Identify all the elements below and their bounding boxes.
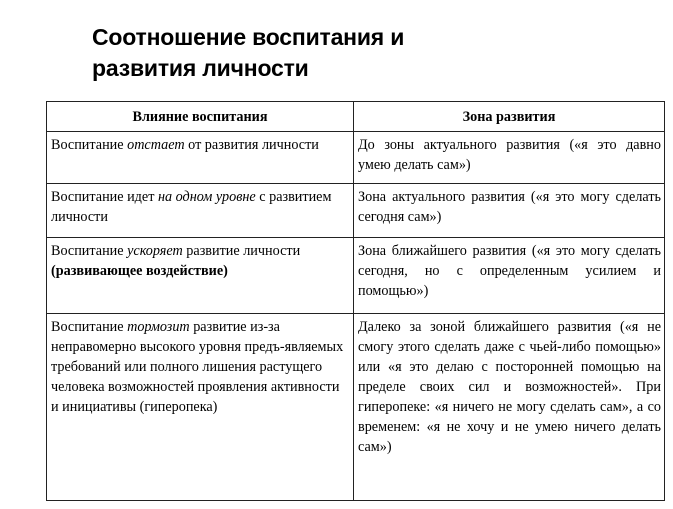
slide-title-line-2: развития личности — [92, 55, 309, 81]
table-row — [47, 238, 665, 314]
header-upbringing-influence: Влияние воспитания — [47, 102, 354, 132]
influence-text: Воспитание идет — [51, 189, 158, 206]
zone-cell: Зона актуального развития («я это могу сделать сегодня сам») — [354, 184, 665, 238]
influence-cell — [47, 238, 354, 314]
influence-cell — [47, 132, 354, 184]
influence-text-rest: развитие из-за неправомерно высокого уровня предъ-являемых требований или полного лишения растущего человека возможностей проявления активности и инициативы (гиперопека) — [51, 319, 344, 416]
zone-cell: Зона ближайшего развития («я это могу сделать сегодня, но с определенным усилием и помощью») — [354, 238, 665, 314]
comparison-table — [46, 101, 665, 501]
influence-emphasis: отстает — [127, 137, 185, 153]
influence-text: Воспитание — [51, 319, 128, 336]
zone-cell: Далеко за зоной ближайшего развития («я не смогу этого сделать даже с чьей-либо помощью» или «я это делаю с посторонней помощью на пределе своих сил и возможностей». При гиперопеке: «я ничего не могу сделать сам», а со временем: «я не хочу и не умею ничего делать сам») — [354, 314, 665, 501]
influence-text-rest: от развития личности — [184, 137, 319, 153]
influence-emphasis: тормозит — [127, 319, 190, 336]
influence-emphasis: на одном уровне — [157, 189, 256, 206]
influence-bold-note: (развивающее воздействие) — [51, 263, 228, 280]
table-row — [47, 184, 665, 238]
slide-title-line-1: Соотношение воспитания и — [92, 24, 405, 50]
influence-text-rest: с развитием личности — [51, 189, 332, 226]
header-development-zone: Зона развития — [354, 102, 665, 132]
influence-text: Воспитание — [51, 137, 128, 153]
table-row — [47, 314, 665, 501]
influence-cell — [47, 184, 354, 238]
influence-text-rest: развитие личности — [182, 243, 301, 260]
table-row — [47, 132, 665, 184]
influence-emphasis: ускоряет — [127, 243, 183, 260]
zone-cell: До зоны актуального развития («я это давно умею делать сам») — [354, 132, 665, 184]
influence-cell — [47, 314, 354, 501]
slide-title — [92, 22, 512, 84]
table-header-row — [47, 102, 665, 132]
influence-text: Воспитание — [51, 243, 128, 260]
